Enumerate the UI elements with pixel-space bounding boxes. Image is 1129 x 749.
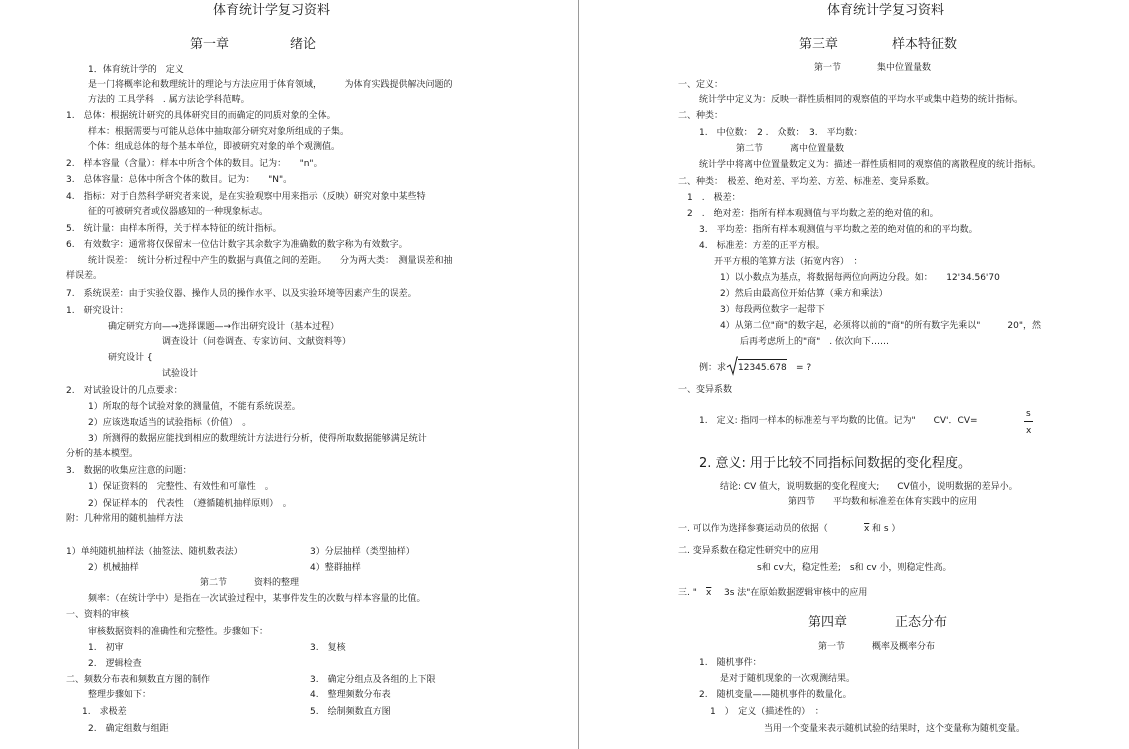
text-line: 3s 法"在原始数据逻辑审核中的应用	[724, 588, 868, 598]
text-line: 2 . 绝对差：指所有样本观测值与平均数之差的绝对值的和。	[687, 209, 939, 219]
right-page	[586, 0, 1129, 749]
text-line: 1. 总体：根据统计研究的具体研究目的而确定的同质对象的全体。	[66, 111, 336, 121]
text-line: 3. 平均差：指所有样本观测值与平均数之差的绝对值的和的平均数。	[699, 225, 978, 235]
xbar-symbol: $\overline{x}$	[706, 588, 712, 598]
text-line: 1）所取的每个试验对象的测量值，不能有系统误差。	[88, 402, 301, 412]
text-line: 2. 意义: 用于比较不同指标间数据的变化程度。	[699, 456, 972, 471]
text-line: 开平方根的笔算方法（拓宽内容） ：	[714, 257, 863, 267]
text-line: 调查设计（问卷调查、专家访问、文献资料等）	[162, 337, 352, 347]
fraction-bar	[1024, 421, 1033, 422]
section-heading: 第四节 平均数和标准差在体育实践中的应用	[788, 497, 978, 507]
chapter-title: 正态分布	[895, 615, 948, 630]
text-line: 统计学中定义为：反映一群性质相同的观察值的平均水平或集中趋势的统计指标。	[699, 95, 1024, 105]
text-line: 三. "	[678, 588, 697, 598]
section-heading: 第一节 集中位置量数	[814, 63, 932, 73]
text-line: 2）应该选取适当的试验指标（价值） 。	[88, 418, 252, 428]
section-heading: 第二节 离中位置量数	[736, 144, 845, 154]
section-heading: 第一节 概率及概率分布	[818, 642, 936, 652]
text-line: 1. 初审	[88, 643, 124, 653]
text-line: 5. 统计量：由样本所得，关于样本特征的统计指标。	[66, 224, 282, 234]
text-line: 2）然后由最高位开始估算（乘方和乘法）	[720, 289, 888, 299]
page-title: 体育统计学复习资料	[213, 3, 331, 18]
text-line: 1. 中位数： 2 . 众数： 3. 平均数：	[699, 128, 863, 138]
text-line: 1 ） 定义（描述性的） ：	[710, 707, 824, 717]
text-line: 1. 研究设计：	[66, 306, 129, 316]
text-line: 1）以小数点为基点，将数据每两位向两边分段。如： 12'34.56'70	[720, 273, 1000, 283]
text-line: 是对于随机现象的一次观测结果。	[720, 674, 856, 684]
text-line: 3）所测得的数据应能找到相应的数理统计方法进行分析，使得所取数据能够满足统计	[88, 434, 427, 444]
text-line: 和 s ）	[872, 524, 901, 534]
chapter-label: 第一章	[190, 37, 230, 52]
text-line: 一. 可以作为选择参赛运动员的依据（	[678, 524, 828, 534]
text-line: 1. 定义: 指同一样本的标准差与平均数的比值。记为" CV'．CV=	[699, 416, 978, 426]
fraction-numerator: s	[1026, 409, 1031, 419]
text-line: 一、变异系数	[678, 385, 733, 395]
text-line: 1）保证资料的 完整性、有效性和可靠性 。	[88, 482, 274, 492]
text-line: 例：求	[699, 363, 727, 373]
text-line: 确定研究方向—→选择课题—→作出研究设计（基本过程）	[108, 322, 340, 332]
text-line: 1 . 极差：	[687, 193, 741, 203]
text-line: 1. 随机事件：	[699, 658, 762, 668]
text-line: 2. 样本容量（含量）：样本中所含个体的数目。记为： "n"。	[66, 159, 323, 169]
text-line: 2）保证样本的 代表性 （遵循随机抽样原则） 。	[88, 499, 292, 509]
text-line: 研究设计 {	[108, 353, 153, 363]
text-line: 4）整群抽样	[310, 563, 361, 573]
text-line: 一、定义：	[678, 80, 724, 90]
text-line: = ?	[796, 363, 812, 373]
text-line: 二、种类：	[678, 111, 724, 121]
text-line: 样误差。	[66, 271, 103, 281]
text-line: 整理步骤如下：	[88, 690, 152, 700]
text-line: 一、资料的审核	[66, 610, 130, 620]
text-line: 3）每段两位数字一起带下	[720, 305, 825, 315]
xbar-symbol: $\overline{x}$	[864, 524, 870, 534]
text-line: 统计误差： 统计分析过程中产生的数据与真值之间的差距。 分为两大类： 测量误差和抽	[88, 256, 453, 266]
text-line: 统计学中将离中位置量数定义为：描述一群性质相同的观察值的离散程度的统计指标。	[699, 160, 1042, 170]
text-line: 3. 复核	[310, 643, 346, 653]
text-line: 试验设计	[162, 369, 199, 379]
page-divider	[578, 0, 579, 749]
text-line: 2. 逻辑检查	[88, 659, 142, 669]
text-line: 4）从第二位"商"的数字起，必须将以前的"商"的所有数字先乘以" 20"，然	[720, 321, 1042, 331]
chapter-title: 样本特征数	[892, 37, 958, 52]
text-line: 3. 总体容量：总体中所含个体的数目。记为： "N"。	[66, 175, 293, 185]
text-line: 1. 求极差	[82, 707, 127, 717]
text-line: 附：几种常用的随机抽样方法	[66, 514, 184, 524]
chapter-label: 第四章	[808, 615, 848, 630]
text-line: s和 cv大，稳定性差; s和 cv 小，则稳定性高。	[757, 563, 952, 573]
text-line: 3）分层抽样（类型抽样）	[310, 547, 415, 557]
sqrt-sign	[726, 356, 738, 376]
text-line: 2. 对试验设计的几点要求：	[66, 386, 183, 396]
text-line: 4. 整理频数分布表	[310, 690, 391, 700]
text-line: 3. 确定分组点及各组的上下限	[310, 675, 436, 685]
section-heading: 第二节 资料的整理	[200, 578, 300, 588]
text-line: 后再考虑所上的"商" . 依次向下……	[740, 337, 890, 347]
text-line: 二、种类： 极差、绝对差、平均差、方差、标准差、变异系数。	[678, 177, 935, 187]
chapter-title: 绪论	[290, 37, 317, 52]
text-line: 4. 指标：对于自然科学研究者来说，是在实验观察中用来指示（反映）研究对象中某些特	[66, 192, 426, 202]
text-line: 7. 系统误差：由于实验仪器、操作人员的操作水平、以及实验环境等因素产生的误差。	[66, 289, 417, 299]
text-line: 1．体育统计学的 定义	[88, 65, 184, 75]
text-line: 结论: CV 值大，说明数据的变化程度大; CV值小，说明数据的差异小。	[720, 482, 1018, 492]
text-line: 6. 有效数字：通常将仅保留末一位估计数字其余数字为准确数的数字称为有效数字。	[66, 240, 408, 250]
chapter-label: 第三章	[799, 37, 839, 52]
text-line: 方法的 工具学科 . 属方法论学科范畴。	[88, 95, 250, 105]
text-line: 分析的基本模型。	[66, 449, 139, 459]
text-line: 当用一个变量来表示随机试验的结果时，这个变量称为随机变量。	[764, 724, 1026, 734]
text-line: 是一门将概率论和数理统计的理论与方法应用于体育领域， 为体育实践提供解决问题的	[88, 80, 453, 90]
text-line: 2. 确定组数与组距	[88, 724, 169, 734]
text-line: 二. 变异系数在稳定性研究中的应用	[678, 546, 819, 556]
text-line: 3. 数据的收集应注意的问题：	[66, 466, 192, 476]
text-line: 2）机械抽样	[88, 563, 139, 573]
text-line: 4. 标准差：方差的正平方根。	[699, 241, 825, 251]
fraction-denominator: x	[1026, 426, 1032, 436]
text-line: 审核数据资料的准确性和完整性。步骤如下：	[88, 627, 269, 637]
text-line: 5. 绘制频数直方图	[310, 707, 391, 717]
text-line: 个体：组成总体的每个基本单位，即被研究对象的单个观测值。	[88, 142, 341, 152]
text-line: 样本：根据需要与可能从总体中抽取部分研究对象所组成的子集。	[88, 127, 350, 137]
text-line: 征的可被研究者或仪器感知的一种现象标志。	[88, 207, 269, 217]
text-line: 频率：（在统计学中）是指在一次试验过程中，某事件发生的次数与样本容量的比值。	[88, 594, 426, 604]
text-line: 1）单纯随机抽样法（抽签法、随机数表法）	[66, 547, 243, 557]
sqrt-radicand: 12345.678	[738, 359, 787, 374]
text-line: 2. 随机变量——随机事件的数量化。	[699, 690, 852, 700]
page-title: 体育统计学复习资料	[827, 3, 945, 18]
text-line: 二、频数分布表和频数直方图的制作	[66, 675, 211, 685]
